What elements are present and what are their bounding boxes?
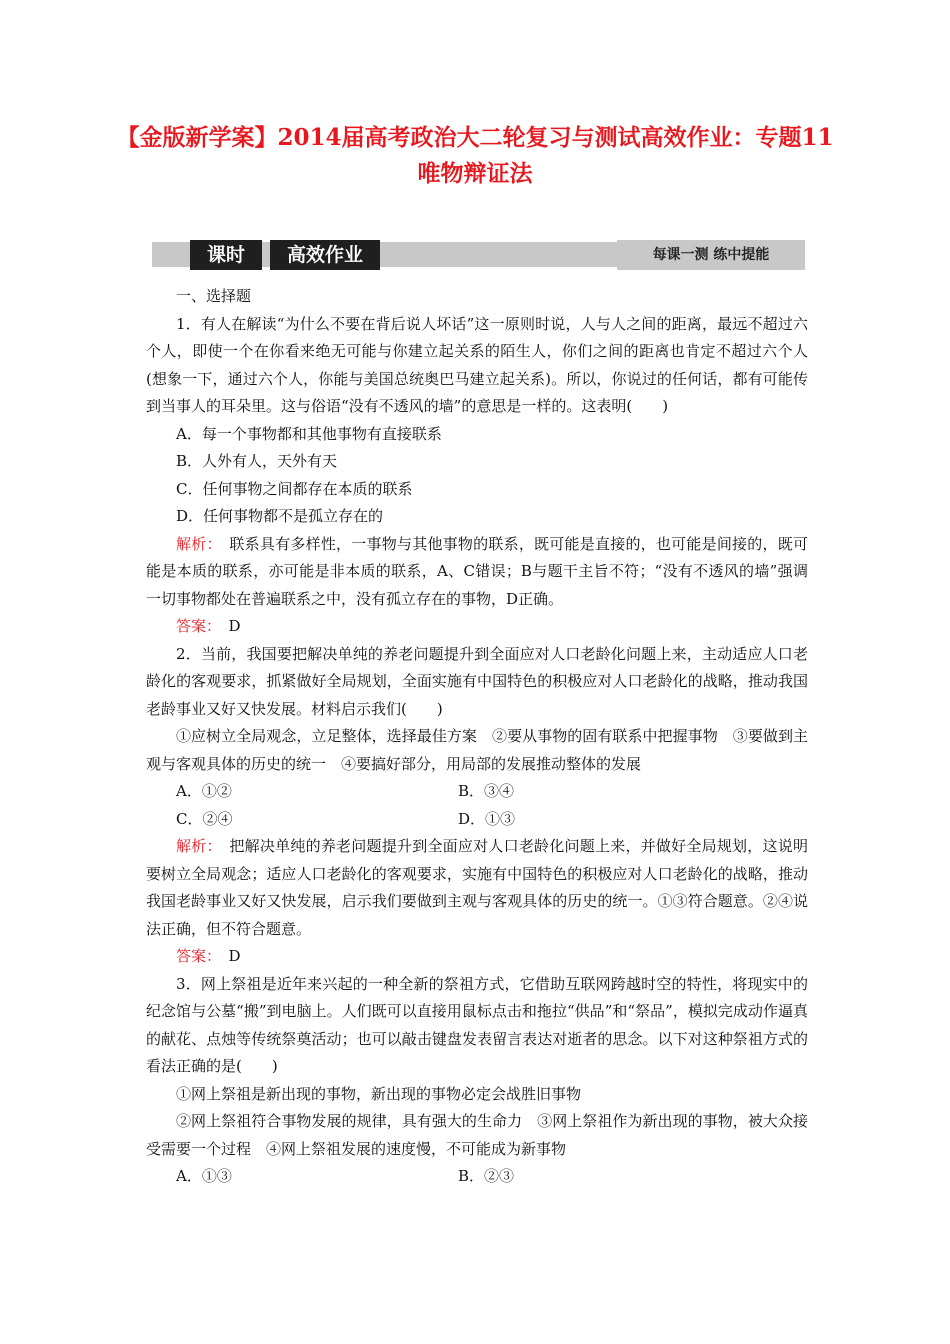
q1-analysis	[146, 531, 808, 614]
q2-analysis-text: 把解决单纯的养老问题提升到全面应对人口老龄化问题上来，并做好全局规划，这说明要树立全局观念；适应人口老龄化的客观要求，实施有中国特色的积极应对人口老龄化的战略，推动我国老龄事业又好又快发展，启示我们要做到主观与客观具体的历史的统一。①③符合题意。②④说法正确，但不符合题意。	[146, 837, 808, 938]
banner-tag-lesson: 课时	[190, 240, 262, 270]
q2-items: ①应树立全局观念，立足整体，选择最佳方案 ②要从事物的固有联系中把握事物 ③要做到主观与客观具体的历史的统一 ④要搞好部分，用局部的发展推动整体的发展	[146, 727, 808, 773]
q2-analysis	[146, 833, 808, 943]
q3-item-1: ①网上祭祖是新出现的事物，新出现的事物必定会战胜旧事物	[176, 1084, 582, 1103]
banner-slogan: 每课一测 练中提能	[617, 240, 805, 270]
q1-answer	[146, 613, 808, 641]
document-title: 【金版新学案】2014届高考政治大二轮复习与测试高效作业：专题11 唯物辩证法	[116, 124, 834, 187]
q2-answer-value: D	[213, 947, 241, 965]
q1-option-c: C．任何事物之间都存在本质的联系	[176, 479, 413, 498]
q1-analysis-text: 联系具有多样性，一事物与其他事物的联系，既可能是直接的，也可能是间接的，既可能是本质的联系，亦可能是非本质的联系，A、C错误；B与题干主旨不符；“没有不透风的墙”强调一切事物都处在普遍联系之中，没有孤立存在的事物，D正确。	[146, 534, 808, 608]
q1-option-b: B．人外有人，天外有天	[176, 452, 338, 470]
q2-answer-label: 答案：	[176, 947, 214, 965]
section-heading: 一、选择题	[176, 287, 252, 305]
q2-options-row-1	[146, 778, 808, 806]
q2-analysis-label: 解析：	[176, 837, 215, 855]
q2-option-a: A．①②	[176, 782, 232, 800]
q2-stem: 2．当前，我国要把解决单纯的养老问题提升到全面应对人口老龄化问题上来，主动适应人口老龄化的客观要求，抓紧做好全局规划，全面实施有中国特色的积极应对人口老龄化的战略，推动我国老龄事业又好又快发展。材料启示我们( )	[146, 644, 808, 718]
q3-options-row-1	[146, 1163, 808, 1191]
q3-item-2: ②网上祭祖符合事物发展的规律，具有强大的生命力 ③网上祭祖作为新出现的事物，被大众接受需要一个过程 ④网上祭祖发展的速度慢，不可能成为新事物	[146, 1112, 808, 1158]
q1-option-a: A．每一个事物都和其他事物有直接联系	[176, 424, 442, 443]
q1-option-d: D．任何事物都不是孤立存在的	[176, 507, 384, 525]
q1-answer-label: 答案：	[176, 617, 214, 635]
banner-tag-homework: 高效作业	[270, 240, 380, 270]
q1-stem: 1．有人在解读“为什么不要在背后说人坏话”这一原则时说，人与人之间的距离，最远不超过六个人，即使一个在你看来绝无可能与你建立起关系的陌生人，你们之间的距离也肯定不超过六个人(想象一下，通过六个人，你能与美国总统奥巴马建立起关系)。所以，你说过的任何话，都有可能传到当事人的耳朵里。这与俗语“没有不透风的墙”的意思是一样的。这表明( )	[146, 314, 808, 415]
document-body	[146, 283, 808, 1191]
q3-option-a: A．①③	[176, 1167, 232, 1185]
q2-answer	[146, 943, 808, 971]
q2-options-row-2	[146, 806, 808, 834]
section-banner	[152, 240, 805, 270]
q1-answer-value: D	[213, 617, 241, 635]
q2-option-d: D．①③	[458, 809, 516, 828]
q3-option-b: B．②③	[458, 1167, 515, 1185]
q1-analysis-label: 解析：	[176, 534, 215, 553]
q2-option-b: B．③④	[458, 782, 515, 800]
q3-stem: 3．网上祭祖是近年来兴起的一种全新的祭祖方式，它借助互联网跨越时空的特性，将现实中的纪念馆与公墓“搬”到电脑上。人们既可以直接用鼠标点击和拖拉“供品”和“祭品”，模拟完成动作逼真的献花、点烛等传统祭奠活动；也可以敲击键盘发表留言表达对逝者的思念。以下对这种祭祖方式的看法正确的是( )	[146, 974, 808, 1075]
q2-option-c: C．②④	[176, 809, 233, 828]
